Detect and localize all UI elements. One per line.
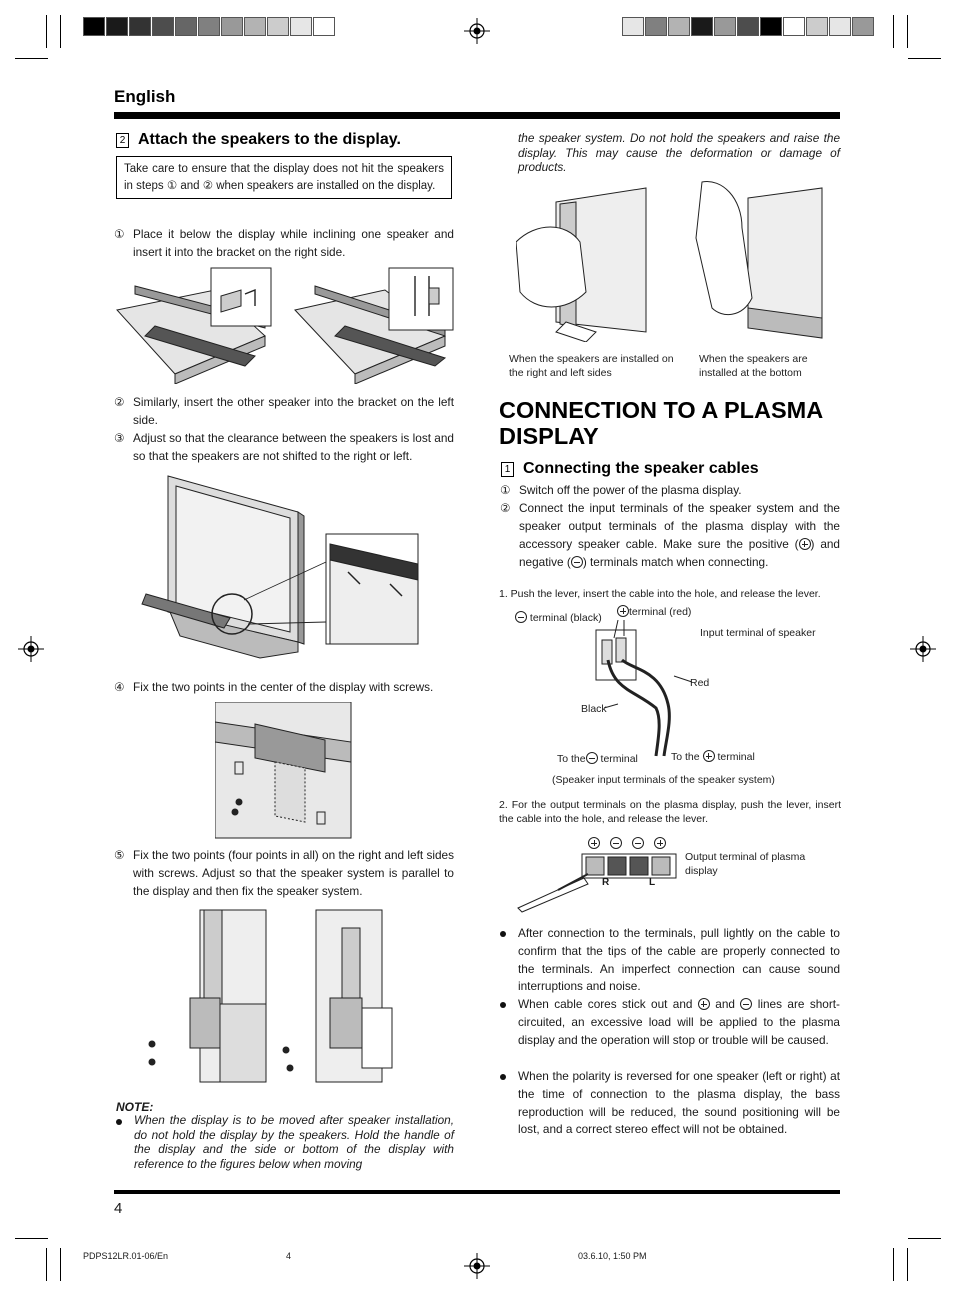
list-item: When cable cores stick out and and lines are short-circuited, an excessive load will be applied to the plasma display and the operation will stop or trouble will be caused. bbox=[500, 996, 840, 1049]
color-swatch bbox=[290, 17, 312, 36]
color-swatch bbox=[244, 17, 266, 36]
minus-icon bbox=[740, 998, 752, 1010]
color-swatch bbox=[129, 17, 151, 36]
color-swatch bbox=[806, 17, 828, 36]
note-continued: the speaker system. Do not hold the speakers and raise the display. This may cause the deformation or damage of products. bbox=[518, 131, 840, 174]
r-label: R bbox=[602, 877, 610, 888]
plus-icon bbox=[698, 998, 710, 1010]
plus-terminal-label: terminal (red) bbox=[617, 605, 691, 619]
step-number: 2 bbox=[116, 133, 129, 148]
color-swatch bbox=[622, 17, 644, 36]
list-item: After connection to the terminals, pull lightly on the cable to confirm that the tips of the cable are properly connected to the terminals. An imperfect connection can cause sound interruptions and noise. bbox=[500, 925, 840, 996]
plus-icon bbox=[703, 750, 715, 762]
color-swatch bbox=[175, 17, 197, 36]
step-heading-connect bbox=[501, 460, 759, 478]
file-name: PDPS12LR.01-06/En bbox=[83, 1251, 169, 1261]
registration-mark-left-icon bbox=[18, 636, 44, 662]
list-item: ② Connect the input terminals of the speaker system and the speaker output terminals of the plasma display with the accessory speaker cable. Make sure the positive ( ) and negative ( ) terminals match when connecting. bbox=[500, 501, 840, 569]
print-date: 03.6.10, 1:50 PM bbox=[578, 1251, 647, 1261]
color-swatch bbox=[783, 17, 805, 36]
section-title: CONNECTION TO A PLASMA DISPLAY bbox=[499, 397, 823, 449]
bullet-icon bbox=[500, 1074, 506, 1080]
color-swatch bbox=[152, 17, 174, 36]
minus-icon bbox=[571, 556, 583, 568]
list-item: ② Similarly, insert the other speaker into the bracket on the left side. bbox=[114, 395, 454, 427]
list-item: ⑤ Fix the two points (four points in all) on the right and left sides with screws. Adjust so that the speaker system is parallel to the display and then fix the speaker system. bbox=[114, 848, 454, 898]
plus-icon bbox=[617, 605, 629, 617]
sub-step-1: 1. Push the lever, insert the cable into the hole, and release the lever. bbox=[499, 588, 821, 600]
to-minus-label: To the terminal bbox=[557, 753, 638, 765]
color-bar-left bbox=[83, 17, 336, 36]
color-swatch bbox=[313, 17, 335, 36]
color-swatch bbox=[106, 17, 128, 36]
figure-side-screws bbox=[140, 908, 430, 1084]
note-label: NOTE: bbox=[116, 1100, 154, 1114]
figure-carry-bottom bbox=[692, 178, 826, 342]
sub-step-2: 2. For the output terminals on the plasma display, push the lever, insert the cable into the hole, and release the lever. bbox=[499, 799, 841, 825]
minus-icon bbox=[515, 611, 527, 623]
output-polarity-row bbox=[588, 837, 666, 849]
figure-speaker-terminal bbox=[594, 620, 704, 758]
caution-box: Take care to ensure that the display does not hit the speakers in steps ① and ② when speakers are installed on the display. bbox=[116, 156, 452, 199]
color-swatch bbox=[198, 17, 220, 36]
speaker-input-caption: (Speaker input terminals of the speaker system) bbox=[552, 774, 775, 786]
color-swatch bbox=[691, 17, 713, 36]
registration-mark-bottom-icon bbox=[464, 1253, 490, 1279]
list-item: ③ Adjust so that the clearance between the speakers is lost and so that the speakers are not shifted to the right or left. bbox=[114, 431, 454, 463]
figure-speaker-insert bbox=[115, 266, 455, 384]
header-rule bbox=[114, 112, 840, 119]
figure-center-screws bbox=[215, 702, 353, 840]
color-swatch bbox=[737, 17, 759, 36]
output-terminal-label: Output terminal of plasma display bbox=[685, 851, 806, 877]
color-swatch bbox=[83, 17, 105, 36]
step-title: Attach the speakers to the display. bbox=[138, 131, 401, 148]
l-label: L bbox=[649, 877, 656, 888]
figure-carry-side bbox=[516, 182, 652, 342]
black-wire-label: Black bbox=[581, 703, 607, 715]
color-swatch bbox=[760, 17, 782, 36]
bullet-icon bbox=[500, 1002, 506, 1008]
figure-display-speaker bbox=[140, 472, 422, 668]
to-plus-label: To the terminal bbox=[671, 751, 755, 763]
step-title: Connecting the speaker cables bbox=[523, 460, 759, 477]
language-label: English bbox=[114, 87, 176, 106]
color-swatch bbox=[714, 17, 736, 36]
sheet-number: 4 bbox=[286, 1251, 292, 1261]
bullet-icon bbox=[500, 931, 506, 937]
page-number: 4 bbox=[114, 1200, 123, 1217]
registration-mark-right-icon bbox=[910, 636, 936, 662]
list-item: ④ Fix the two points in the center of the display with screws. bbox=[114, 680, 434, 694]
step-heading-attach bbox=[116, 131, 401, 149]
color-swatch bbox=[668, 17, 690, 36]
color-swatch bbox=[829, 17, 851, 36]
plus-icon bbox=[799, 538, 811, 550]
list-item: When the polarity is reversed for one speaker (left or right) at the time of connection to the plasma display, the bass reproduction will be reduced, the sound positioning will be lost, and a correct stereo effect will not be obtained. bbox=[500, 1068, 840, 1139]
plus-icon bbox=[654, 837, 666, 849]
color-swatch bbox=[267, 17, 289, 36]
caption-side: When the speakers are installed on the right and left sides bbox=[509, 353, 674, 379]
color-swatch bbox=[645, 17, 667, 36]
red-wire-label: Red bbox=[690, 677, 710, 689]
list-item: ① Place it below the display while inclining one speaker and insert it into the bracket on the right side. bbox=[114, 227, 454, 259]
note-text: When the display is to be moved after speaker installation, do not hold the display by the speakers. Hold the handle of the display and the side or bottom of the display with reference to the figures below when moving bbox=[134, 1113, 454, 1171]
color-swatch bbox=[852, 17, 874, 36]
color-bar-right bbox=[622, 17, 875, 36]
minus-icon bbox=[632, 837, 644, 849]
step-number: 1 bbox=[501, 462, 514, 477]
minus-terminal-label: terminal (black) bbox=[515, 611, 602, 625]
minus-icon bbox=[586, 752, 598, 764]
note-bullet-icon bbox=[116, 1119, 122, 1125]
minus-icon bbox=[610, 837, 622, 849]
color-swatch bbox=[221, 17, 243, 36]
input-terminal-label: Input terminal of speaker bbox=[700, 627, 816, 639]
registration-mark-top-icon bbox=[464, 18, 490, 44]
plus-icon bbox=[588, 837, 600, 849]
footer-rule bbox=[114, 1190, 840, 1194]
list-item: ① Switch off the power of the plasma display. bbox=[500, 483, 742, 497]
figure-output-terminal bbox=[514, 852, 682, 914]
caption-bottom: When the speakers are installed at the bottom bbox=[699, 353, 808, 379]
